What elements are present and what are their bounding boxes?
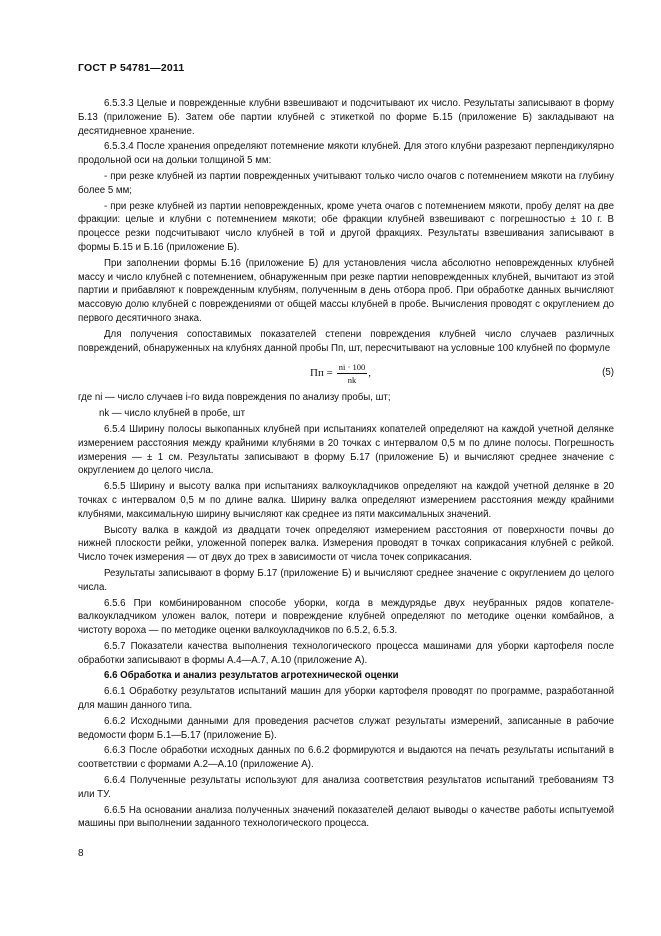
paragraph-6-6-2: 6.6.2 Исходными данными для проведения расчетов служат результаты измерений, записанные в рабочие ведомости форм Б.1—Б.17 (приложение Б). [78, 715, 614, 741]
document-header: ГОСТ Р 54781—2011 [78, 62, 185, 74]
paragraph-6-5-3-4: 6.5.3.4 После хранения определяют потемнение мякоти клубней. Для этого клубни разрезают перпендикулярно продольной оси на дольки толщиной 5 мм: [78, 141, 614, 167]
formula-fraction [337, 362, 367, 385]
paragraph-form-b16: При заполнении формы Б.16 (приложение Б) для установления числа абсолютно неповрежденных клубней массу и число клубней с потемнением, обнаруженным при резке партии неповрежденных клубней, вычитают из этой партии и прибавляют к поврежденным клубням, полученным в день отбора проб. При обработке данных вычисляют массовую долю клубней с повреждениями от общей массы клубней в пробе. Вычисления проводят с округлением до первого десятичного знака. [78, 257, 614, 324]
formula-numerator: ni · 100 [338, 362, 366, 373]
paragraph-6-6-3: 6.6.3 После обработки исходных данных по 6.6.2 формируются и выдаются на печать результаты испытаний в соответствии с формами А.2—А.10 (приложение А). [78, 745, 614, 771]
bullet-item-undamaged: - при резке клубней из партии неповрежденных, кроме учета очагов с потемнением мякоти, пробу делят на две фракции: целые и клубни с потемнением мякоти; обе фракции клубней взвешивают с погрешностью ± 10 г. В процессе резки подсчитывают число клубней в той и другой фракциях. Результаты взвешивания записывают в формы Б.15 и Б.16 (приложение Б). [78, 200, 614, 253]
formula-block [78, 358, 614, 388]
paragraph-6-5-5: 6.5.5 Ширину и высоту валка при испытаниях валкоукладчиков определяют на каждой учетной делянке в 20 точках с интервалом 0,5 м по длине валка. Ширину валка определяют измерением расстояния между крайними клубнями, максимальную ширину вычисляют как среднее из пяти максимальных значений. [78, 481, 614, 520]
paragraph-6-5-3-3: 6.5.3.3 Целые и поврежденные клубни взвешивают и подсчитывают их число. Результаты записывают в форму Б.13 (приложение Б). Затем обе партии клубней с этикеткой по форме Б.15 (приложение Б) закладывают на десятидневное хранение. [78, 98, 614, 137]
paragraph-windrow-height: Высоту валка в каждой из двадцати точек определяют измерением расстояния от поверхности почвы до нижней плоскости рейки, уложенной поперек валка. Измерения проводят в точках соприкасания клубней с рейкой. Число точек измерения — от двух до трех в зависимости от числа точек соприкасания. [78, 524, 614, 564]
paragraph-6-6-4: 6.6.4 Полученные результаты используют для анализа соответствия результатов испытаний требованиям ТЗ или ТУ. [78, 775, 614, 800]
section-heading-6-6: 6.6 Обработка и анализ результатов агротехнической оценки [104, 670, 399, 682]
formula-denominator: nk [347, 375, 357, 386]
document-body [78, 97, 614, 833]
where-ni: где ni — число случаев i-го вида повреждения по анализу пробы, шт; [78, 392, 391, 404]
bullet-item-damaged: - при резке клубней из партии поврежденных учитывают только число очагов с потемнением мякоти на глубину более 5 мм; [78, 170, 614, 196]
formula-5 [310, 362, 371, 385]
where-nk: nk — число клубней в пробе, шт [99, 408, 246, 420]
page-number: 8 [78, 848, 84, 859]
paragraph-6-5-4: 6.5.4 Ширину полосы выкопанных клубней при испытаниях копателей определяют на каждой учетной делянке измерением расстояния между крайними клубнями в 20 точках с интервалом 0,5 м по длине полосы. Погрешность измерения — ± 1 см. Результаты записывают в форму Б.17 (приложение Б) и вычисляют среднее значение с округлением до целого числа. [78, 423, 614, 477]
formula-trailing: , [368, 366, 371, 379]
paragraph-6-5-7: 6.5.7 Показатели качества выполнения технологического процесса машинами для уборки картофеля после обработки записывают в формы А.4—А.7, А.10 (приложение А). [78, 640, 614, 666]
paragraph-6-6-1: 6.6.1 Обработку результатов испытаний машин для уборки картофеля проводят по программе, разработанной для машин данного типа. [78, 686, 614, 712]
paragraph-results-b17: Результаты записывают в форму Б.17 (приложение Б) и вычисляют среднее значение с округлением до целого числа. [78, 567, 614, 593]
paragraph-6-6-5: 6.6.5 На основании анализа полученных значений показателей делают выводы о качестве работы испытуемой машины при выполнении заданного технологического процесса. [78, 804, 614, 830]
formula-lhs: Пп = [310, 366, 333, 379]
paragraph-6-5-6: 6.5.6 При комбинированном способе уборки, когда в междурядье двух неубранных рядов копателе-валкоукладчиком уложен валок, потери и повреждение клубней определяют по методике оценки комбайнов, а чистоту вороха — по методике оценки валкоукладчиков по 6.5.2, 6.5.3. [78, 597, 614, 637]
paragraph-formula-intro: Для получения сопоставимых показателей степени повреждения клубней число случаев различных повреждений, обнаруженных на клубнях данной пробы Пп, шт, пересчитывают на условные 100 клубней по формуле [78, 328, 614, 354]
formula-number: (5) [602, 367, 614, 379]
